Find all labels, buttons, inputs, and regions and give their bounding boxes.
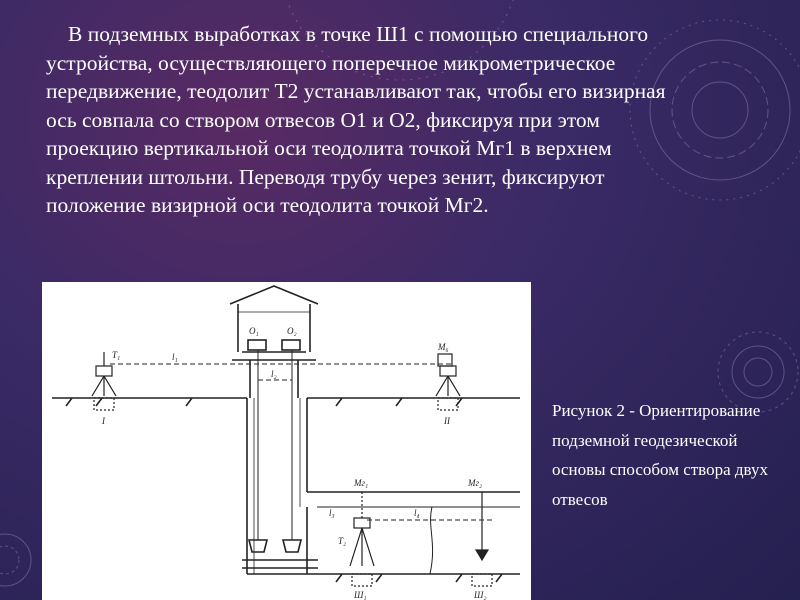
label-t2: T₂ — [338, 536, 347, 546]
label-o2: O₂ — [287, 326, 297, 336]
label-sh2: Ш₂ — [474, 590, 487, 600]
orientation-diagram — [42, 282, 531, 600]
diagram-svg — [42, 282, 531, 600]
label-l1: l₁ — [172, 352, 178, 362]
label-mg1: Mг₁ — [354, 478, 369, 488]
label-t1: T₁ — [112, 350, 121, 360]
description-paragraph: В подземных выработках в точке Ш1 с помощью специального устройства, осуществляющего поперечное микрометрическое передвижение, теодолит Т2 устанавливают так, чтобы его визирная ось совпала со створом отвесов О1 и О2, фиксируя при этом проекцию вертикальной оси теодолита точкой Мг1 в верхнем креплении штольни. Переводя трубу через зенит, фиксируют положение визирной оси теодолита точкой Мг2. — [46, 22, 666, 217]
label-station-2: II — [444, 416, 450, 426]
theodolite-station-2 — [436, 354, 460, 410]
label-mg2: Mг₂ — [468, 478, 483, 488]
theodolite-t2 — [350, 492, 374, 586]
label-l3: l₃ — [329, 508, 335, 518]
point-sh2 — [472, 492, 492, 586]
label-l4: l₄ — [414, 508, 420, 518]
label-o1: O₁ — [249, 326, 259, 336]
theodolite-station-1 — [92, 352, 116, 410]
label-m6: M₆ — [438, 342, 449, 352]
figure-caption: Рисунок 2 - Ориентирование подземной геодезической основы способом створа двух отвесов — [552, 401, 768, 509]
label-l2: l₂ — [271, 369, 277, 379]
label-sh1: Ш₁ — [354, 590, 367, 600]
label-station-1: I — [102, 416, 105, 426]
